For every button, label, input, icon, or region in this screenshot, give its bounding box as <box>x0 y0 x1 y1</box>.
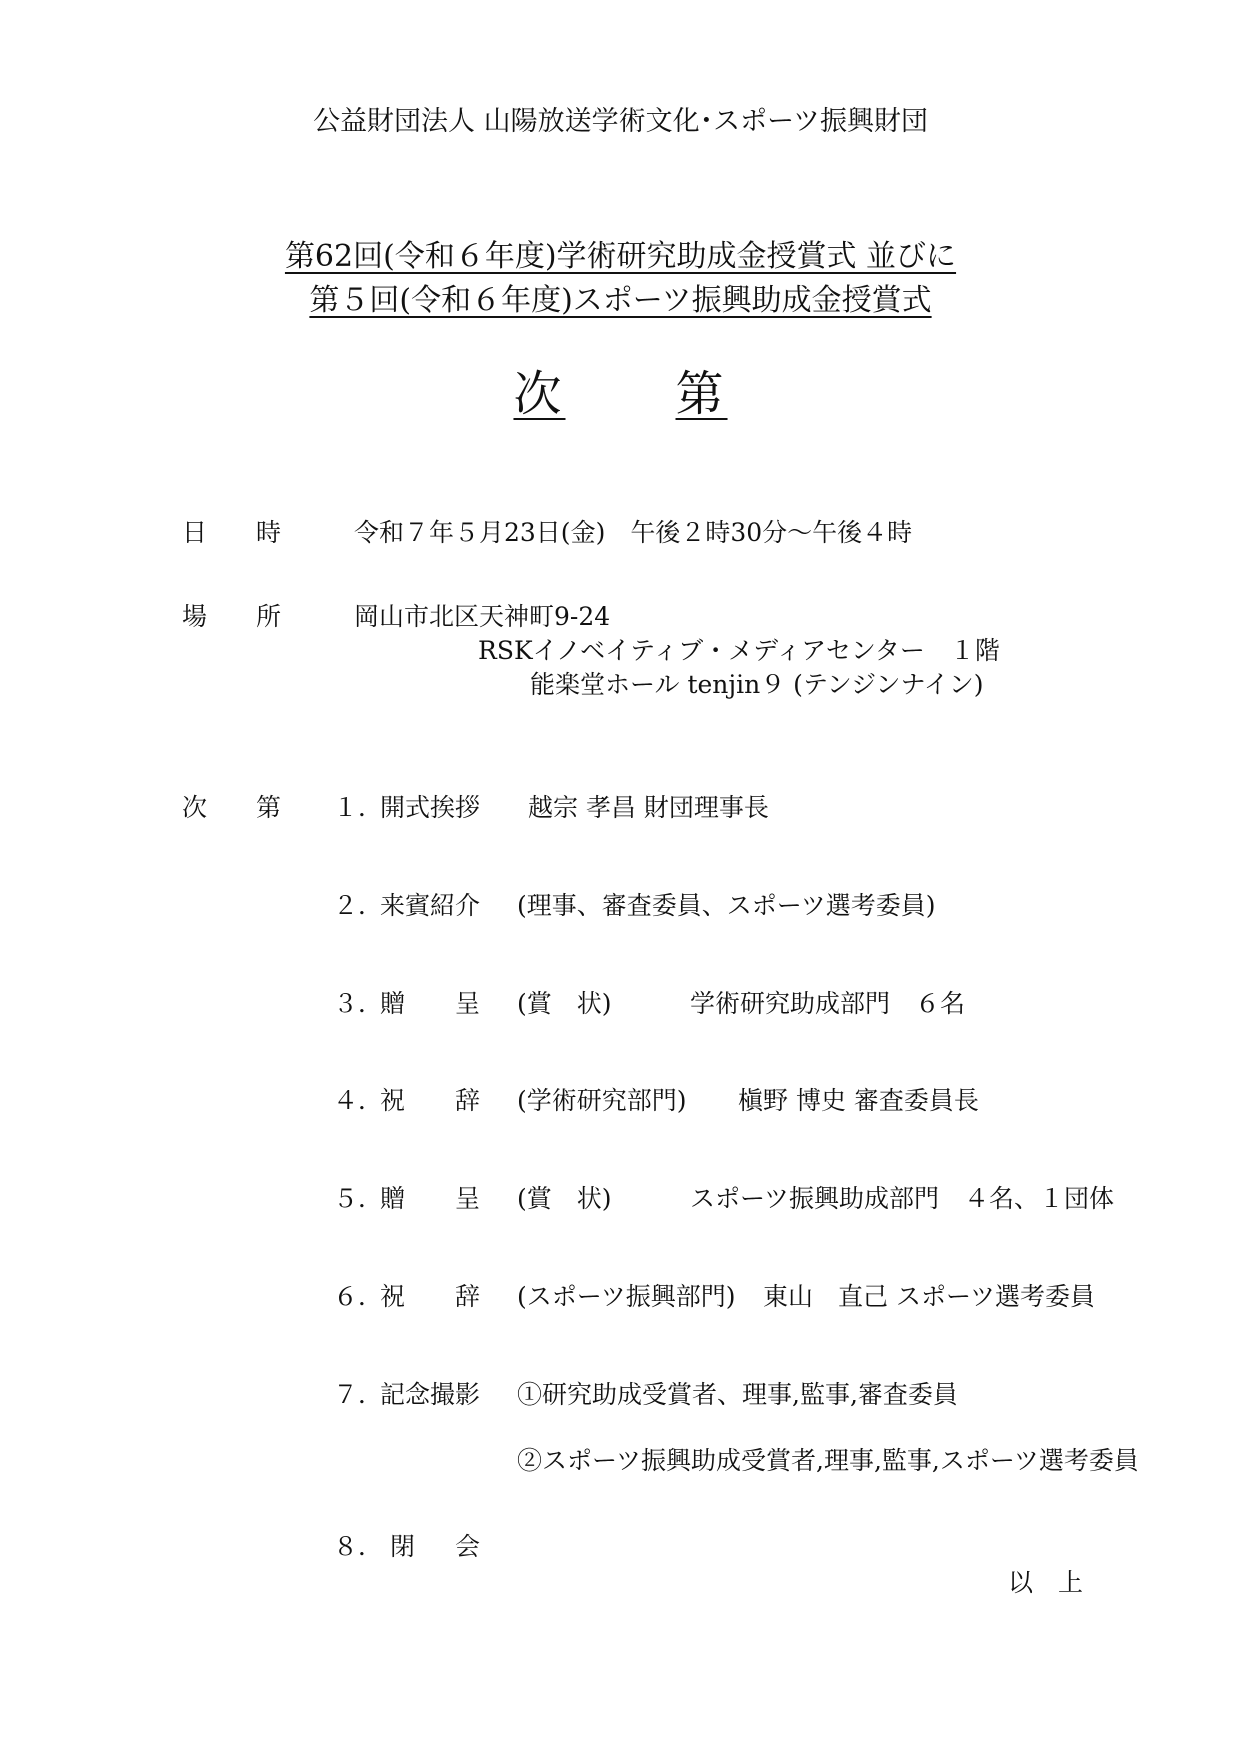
program-item-8-number: ８． <box>333 1532 384 1561</box>
venue-label-2: 所 <box>256 602 282 631</box>
program-item-8-name-a: 閉 <box>390 1532 416 1561</box>
venue-label-1: 場 <box>182 602 208 631</box>
datetime-label-2: 時 <box>256 518 282 547</box>
program-label-1: 次 <box>182 793 208 822</box>
program-item-1-name: 開式挨拶 <box>380 793 481 822</box>
program-item-1-number: １． <box>333 793 384 822</box>
program-item-3-detail-b: 学術研究助成部門 ６名 <box>690 989 966 1018</box>
program-item-2-detail: (理事、審査委員、スポーツ選考委員) <box>517 891 936 920</box>
program-item-3-name-b: 呈 <box>455 989 481 1018</box>
program-item-3-number: ３． <box>333 989 384 1018</box>
program-item-6-name-b: 辞 <box>455 1282 481 1311</box>
venue-address: 岡山市北区天神町9-24 <box>354 602 611 631</box>
program-item-3-detail-a: (賞 状) <box>517 989 612 1018</box>
program-heading: 次 第 <box>513 366 728 422</box>
program-item-5-detail-b: スポーツ振興助成部門 ４名、１団体 <box>690 1184 1115 1213</box>
venue-building: RSKイノベイティブ・メディアセンター １階 <box>478 636 1000 665</box>
datetime-label-1: 日 <box>182 518 208 547</box>
program-item-2-name: 来賓紹介 <box>380 891 481 920</box>
program-item-6-detail-a: (スポーツ振興部門) <box>517 1282 736 1311</box>
program-item-6-detail-b: 東山 直己 スポーツ選考委員 <box>763 1282 1095 1311</box>
program-item-7-number: ７． <box>333 1380 384 1409</box>
program-item-3-name-a: 贈 <box>380 989 406 1018</box>
program-item-4-detail-b: 槇野 博史 審査委員長 <box>738 1086 979 1115</box>
program-item-5-detail-a: (賞 状) <box>517 1184 612 1213</box>
program-item-5-name-b: 呈 <box>455 1184 481 1213</box>
program-item-6-name-a: 祝 <box>380 1282 406 1311</box>
program-item-8-name-b: 会 <box>455 1532 481 1561</box>
program-item-7-detail: ①研究助成受賞者、理事,監事,審査委員 <box>517 1380 958 1409</box>
ceremony-title-line-2: 第５回(令和６年度)スポーツ振興助成金授賞式 <box>309 283 932 318</box>
venue-hall: 能楽堂ホール tenjin９ (テンジンナイン) <box>530 670 984 699</box>
program-item-4-name-a: 祝 <box>380 1086 406 1115</box>
program-item-5-name-a: 贈 <box>380 1184 406 1213</box>
program-item-2-number: ２． <box>333 891 384 920</box>
organization-name: 公益財団法人 山陽放送学術文化･スポーツ振興財団 <box>312 106 928 137</box>
closing-mark: 以 上 <box>1008 1568 1084 1597</box>
program-item-6-number: ６． <box>333 1282 384 1311</box>
program-item-7-detail-2: ②スポーツ振興助成受賞者,理事,監事,スポーツ選考委員 <box>517 1446 1139 1475</box>
program-item-1-detail: 越宗 孝昌 財団理事長 <box>528 793 769 822</box>
program-item-5-number: ５． <box>333 1184 384 1213</box>
program-label-2: 第 <box>256 793 282 822</box>
program-item-4-number: ４． <box>333 1086 384 1115</box>
datetime-value: 令和７年５月23日(金) 午後２時30分～午後４時 <box>354 518 913 547</box>
program-item-7-name: 記念撮影 <box>380 1380 481 1409</box>
program-item-4-detail-a: (学術研究部門) <box>517 1086 687 1115</box>
ceremony-title-line-1: 第62回(令和６年度)学術研究助成金授賞式 並びに <box>284 239 957 274</box>
program-item-4-name-b: 辞 <box>455 1086 481 1115</box>
